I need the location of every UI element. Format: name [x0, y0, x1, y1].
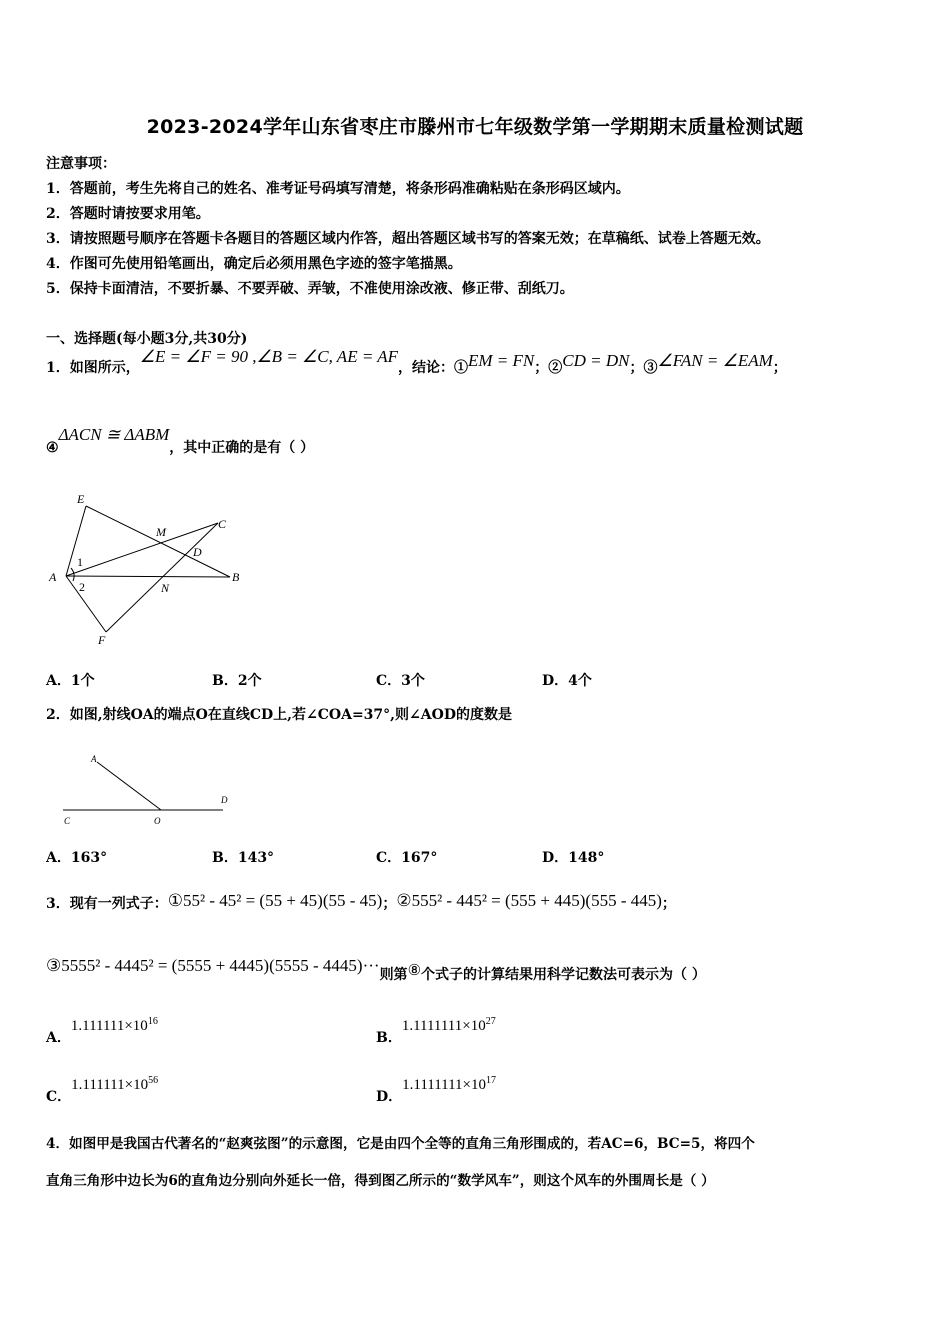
notice-heading: 注意事项：: [46, 156, 116, 172]
q3-option-b-label: B．: [376, 1030, 402, 1046]
q3-tail-b: 个式子的计算结果用科学记数法可表示为（ ）: [421, 967, 706, 983]
q3-sep: ；: [661, 896, 676, 912]
q1-conclusion-4: ΔACN ≅ ΔABM: [58, 425, 170, 444]
q3-tail-a: 则第: [379, 967, 408, 983]
label-a: A: [49, 570, 57, 584]
q1-option-a: A．1个: [46, 673, 95, 689]
q3-option-c-value: $1.111111\times 10^{56}$: [71, 1075, 159, 1093]
label-b: B: [232, 570, 240, 584]
label-d: D: [221, 795, 228, 805]
label-m: M: [156, 525, 166, 539]
q2-text: 2．如图,射线OA的端点O在直线CD上,若∠COA=37°,则∠AOD的度数是: [46, 707, 512, 723]
q3-formula-2: ②555² - 445² = (555 + 445)(555 - 445): [396, 891, 662, 910]
q1-conclusion-3: ∠FAN = ∠EAM: [657, 351, 773, 370]
label-e: E: [77, 492, 85, 506]
q3-option-d-value: $1.1111111\times 10^{17}$: [402, 1075, 497, 1093]
label-c: C: [64, 816, 71, 826]
label-a: A: [91, 754, 97, 764]
q1-line2-suffix: ，其中正确的是有（ ）: [169, 440, 315, 456]
q2-option-a: A．163°: [46, 850, 108, 866]
q3-option-c: [46, 1075, 159, 1106]
q3-option-c-label: C．: [46, 1089, 72, 1105]
q3-option-d-label: D．: [376, 1089, 403, 1105]
notice-item: 3．请按照题号顺序在答题卡各题目的答题区域内作答，超出答题区域书写的答案无效；在草稿纸、试卷上答题无效。: [46, 231, 770, 247]
q1-option-c: C．3个: [376, 673, 425, 689]
q1-conclusion-1: EM = FN: [468, 351, 535, 370]
notice-item: 2．答题时请按要求用笔。: [46, 206, 210, 222]
q3-index: ⑧: [407, 963, 422, 979]
q3-sep: ；: [382, 896, 397, 912]
q1-line2-prefix: ④: [46, 440, 59, 456]
q3-option-d: [376, 1075, 497, 1106]
q1-geometry-figure: [44, 488, 254, 648]
notice-item: 1．答题前，考生先将自己的姓名、准考证号码填写清楚，将条形码准确粘贴在条形码区域内。: [46, 181, 630, 197]
q3-option-b: [376, 1016, 496, 1047]
q3-option-b-value: $1.1111111\times 10^{27}$: [401, 1016, 496, 1034]
q3-prefix: 3．现有一列式子：: [46, 896, 168, 912]
label-angle-1: 1: [77, 555, 83, 569]
notice-item: 4．作图可先使用铅笔画出，确定后必须用黑色字迹的签字笔描黑。: [46, 256, 462, 272]
q3-option-a-value: $1.111111\times 10^{16}$: [70, 1016, 158, 1034]
q1-sep: ；③: [629, 360, 658, 376]
q1-option-d: D．4个: [542, 673, 592, 689]
label-o: O: [154, 816, 161, 826]
q1-sep: ；②: [534, 360, 563, 376]
q2-option-b: B．143°: [212, 850, 275, 866]
q2-option-c: C．167°: [376, 850, 438, 866]
q2-ray-figure: [55, 748, 245, 826]
label-d: D: [193, 545, 202, 559]
q1-conclusion-2: CD = DN: [562, 351, 630, 370]
label-angle-2: 2: [79, 580, 85, 594]
q4-line-1: 4．如图甲是我国古代著名的“赵爽弦图”的示意图，它是由四个全等的直角三角形围成的，若AC=6，BC=5，将四个: [46, 1136, 755, 1152]
label-c: C: [218, 517, 227, 531]
q2-option-d: D．148°: [542, 850, 605, 866]
q3-option-a-label: A．: [46, 1030, 71, 1046]
q4-line-2: 直角三角形中边长为6的直角边分别向外延长一倍，得到图乙所示的“数学风车”，则这个风车的外围周长是（ ）: [46, 1173, 715, 1189]
q1-prefix: 1．如图所示，: [46, 360, 140, 376]
label-f: F: [98, 633, 106, 647]
section-heading: 一、选择题(每小题3分,共30分): [46, 331, 248, 347]
q1-end: ；: [772, 360, 787, 376]
q1-given: ∠E = ∠F = 90 ,∠B = ∠C, AE = AF: [139, 347, 399, 366]
notice-item: 5．保持卡面清洁，不要折暴、不要弄破、弄皱，不准使用涂改液、修正带、刮纸刀。: [46, 281, 574, 297]
page-title: 2023-2024学年山东省枣庄市滕州市七年级数学第一学期期末质量检测试题: [146, 116, 804, 138]
q1-option-b: B．2个: [212, 673, 262, 689]
q3-formula-1: ①55² - 45² = (55 + 45)(55 - 45): [167, 891, 383, 910]
label-n: N: [161, 581, 170, 595]
q3-formula-3: ③5555² - 4445² = (5555 + 4445)(5555 - 4445)···: [46, 956, 380, 975]
q1-mid: ，结论：①: [398, 360, 469, 376]
q3-option-a: [46, 1016, 158, 1047]
